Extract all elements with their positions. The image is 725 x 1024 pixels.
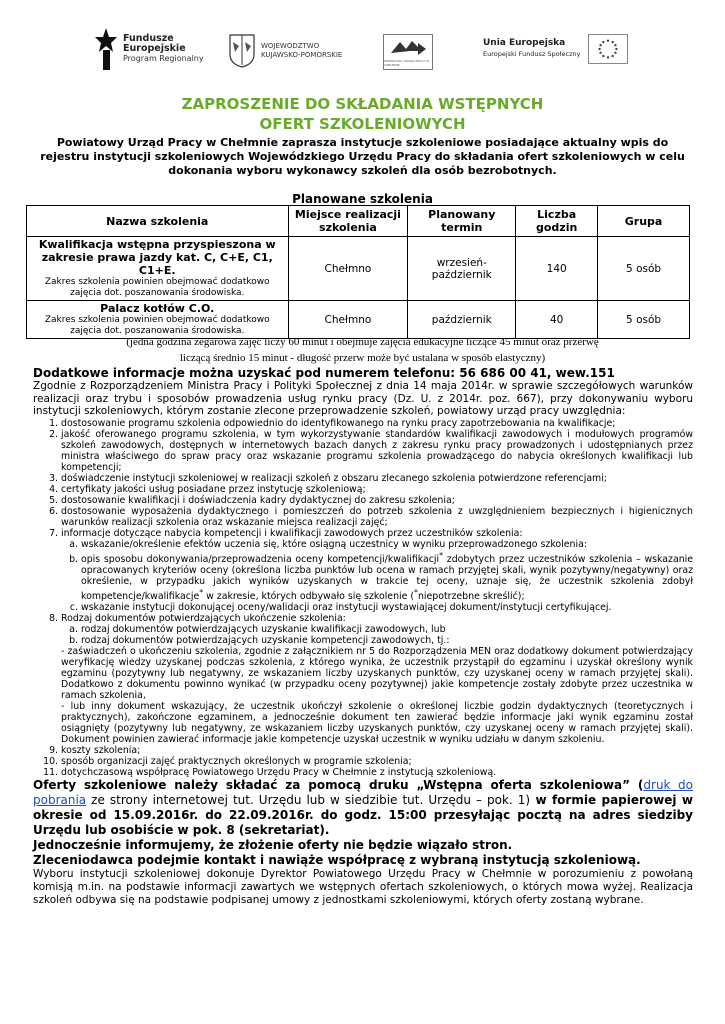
hours-cell: 40 — [516, 301, 598, 339]
fundusze-europejskie-logo — [95, 28, 204, 70]
sub-item: a. rodzaj dokumentów potwierdzających uzyskanie kwalifikacji zawodowych, lub — [81, 624, 693, 635]
footnote-line2: liczącą średnio 15 minut - długość przerw może być ustalana w sposób elastyczny) — [179, 352, 546, 364]
place-cell: Chełmno — [288, 301, 408, 339]
criteria-list — [33, 418, 693, 778]
criteria-item: 10. sposób organizacji zajęć praktycznych określonych w programie szkolenia; — [61, 756, 693, 767]
pup-arrow-icon — [388, 37, 428, 59]
table-header-row — [27, 206, 690, 237]
sub-text: zdobytych przez uczestników szkolenia – wskazanie opracowanych kryteriów oceny (określona liczba punktów lub ocena w ramach przyjętej skali, wynik pozytywny/negatywny) oraz określenie, w przypadku jakich wyników uzyskanych w trakcie tej oceny, uznaje się, że uczestnik szkolenia zdobył kompetencje/kwalifikacje — [81, 553, 694, 603]
fe-stars-icon — [95, 28, 117, 70]
criteria-item: 11. dotychczasową współpracę Powiatowego Urzędu Pracy w Chełmnie z instytucją szkoleniową. — [61, 767, 693, 778]
criteria-7-sublist — [61, 539, 693, 613]
criteria-item: 4. certyfikaty jakości usług posiadane przez instytucję szkoleniową; — [61, 484, 693, 495]
sub-item: a. wskazanie/określenie efektów uczenia się, które osiągną uczestnicy w wyniku przeprowadzonego szkolenia: — [81, 539, 693, 550]
header-group: Grupa — [598, 206, 690, 237]
criteria-item: 2. jakość oferowanego programu szkolenia, w tym wykorzystywanie standardów kwalifikacji zawodowych i modułowych programów szkoleń zawodowych, dostępnych w internetowych bazach danych z zakresu rynku pracy prowadzonych i udostępnianych przez ministra właściwego do spraw pracy oraz wskazanie programu szkolenia prowadzącego do nabycia określonych kwalifikacji lub kompetencji; — [61, 429, 693, 473]
page-title — [0, 94, 725, 134]
criteria-item-8 — [61, 613, 693, 745]
sub-text: w zakresie, których odbywało się szkolenie ( — [203, 591, 415, 603]
term-cell: październik — [408, 301, 516, 339]
title-line2: OFERT SZKOLENIOWYCH — [259, 115, 466, 133]
woj-line2: KUJAWSKO-POMORSKIE — [261, 51, 343, 59]
footnote-line1: (jedna godzina zegarowa zajęć liczy 60 minut i obejmuje zajęcia edukacyjne liczące 45 minut oraz przerwę — [126, 336, 599, 348]
offers-text: w formie papierowej w okresie od 15.09.2016r. do 22.09.2016r. do godz. 15:00 przesyłając pocztą na adres siedziby Urzędu lub osobiście w pok. 8 (sekretariat). — [33, 793, 693, 838]
training-name-cell — [27, 301, 289, 339]
eu-flag-icon — [588, 34, 628, 64]
document-dash-item: - lub inny dokument wskazujący, że uczestnik ukończył szkolenie o określonej liczbie godzin dydaktycznych (teoretycznych i praktycznych), zakończone egzaminem, a jednocześnie dokument ten zawierać będzie informacje jaki wynik egzaminu został osiągnięty (pozytywny lub negatywny, ze wskazaniem liczby uzyskanych punktów, czy uzyskanej oceny w ramach przyjętej skali). Dokument powinien zawierać informacje jakie kompetencje uzyskał uczestnik w wyniku udziału w danym szkoleniu. — [61, 701, 693, 746]
offers-text: Oferty szkoleniowe należy składać za pomocą druku „Wstępna oferta szkoleniowa” ( — [33, 778, 644, 793]
group-cell: 5 osób — [598, 301, 690, 339]
hours-footnote — [30, 334, 695, 366]
table-title: Planowane szkolenia — [292, 192, 433, 206]
criteria-item: 3. doświadczenie instytucji szkoleniowej w realizacji szkoleń z obszaru zlecanego szkolenia potwierdzone referencjami; — [61, 473, 693, 484]
criteria-item-text: informacje dotyczące nabycia kompetencji i kwalifikacji zawodowych przez uczestników szkolenia: — [61, 527, 523, 539]
intro-paragraph: Powiatowy Urząd Pracy w Chełmnie zaprasza instytucje szkoleniowe posiadające aktualny wpis do rejestru instytucji szkoleniowych Wojewódzkiego Urzędu Pracy do składania ofert szkoleniowych w celu dokonania wyboru wykonawcy szkoleń dla osób bezrobotnych. — [40, 136, 685, 177]
pup-logo — [383, 34, 433, 70]
criteria-item-7 — [61, 528, 693, 613]
wojewodztwo-logo — [229, 34, 342, 68]
sub-text: opis sposobu dokonywania/przeprowadzenia oceny kompetencji/kwalifikacji — [81, 553, 440, 565]
training-name: Kwalifikacja wstępna przyspieszona w zakresie prawa jazdy kat. C, C+E, C1, C1+E. — [38, 238, 276, 277]
pup-caption: POWIATOWY URZĄD PRACY W CHEŁMNIE — [384, 59, 430, 67]
header-name: Nazwa szkolenia — [27, 206, 289, 237]
sub-item: b. rodzaj dokumentów potwierdzających uzyskanie kompetencji zawodowych, tj.: — [81, 635, 693, 646]
criteria-item: 5. dostosowanie kwalifikacji i doświadczenia kadry dydaktycznej do zakresu szkolenia; — [61, 495, 693, 506]
unia-europejska-logo — [483, 34, 628, 64]
term-cell: wrzesień-październik — [408, 237, 516, 301]
training-note: Zakres szkolenia powinien obejmować dodatkowo zajęcia dot. poszanowania środowiska. — [44, 277, 270, 298]
ue-line1: Unia Europejska — [483, 38, 566, 48]
ue-line2: Europejski Fundusz Społeczny — [483, 50, 581, 58]
extra-info-phone: Dodatkowe informacje można uzyskać pod numerem telefonu: 56 686 00 41, wew.151 — [33, 366, 615, 380]
sub-item: b. opis sposobu dokonywania/przeprowadzenia oceny kompetencji/kwalifikacji* zdobytych przez uczestników szkolenia – wskazanie opracowanych kryteriów oceny (określona liczba punktów lub ocena w ramach przyjętej skali, wynik pozytywny/negatywny) oraz określenie, w przypadku jakich wyników uzyskanych w trakcie tej oceny, uznaje się, że uczestnik szkolenia zdobył kompetencje/kwalifikacje* w zakresie, których odbywało się szkolenie (*niepotrzebne skreślić); — [81, 550, 693, 602]
notice-line: Jednocześnie informujemy, że złożenie oferty nie będzie wiązało stron. — [33, 838, 513, 853]
hours-cell: 140 — [516, 237, 598, 301]
logo-bar — [0, 28, 725, 76]
table-row — [27, 237, 690, 301]
group-cell: 5 osób — [598, 237, 690, 301]
fe-line2: Europejskie — [123, 43, 186, 54]
criteria-item: 1. dostosowanie programu szkolenia odpowiednio do identyfikowanego na rynku pracy zapotrzebowania na kwalifikacje; — [61, 418, 693, 429]
place-cell: Chełmno — [288, 237, 408, 301]
training-name-cell — [27, 237, 289, 301]
criteria-item-text: Rodzaj dokumentów potwierdzających ukończenie szkolenia: — [61, 613, 346, 625]
closing-paragraph: Wyboru instytucji szkoleniowej dokonuje Dyrektor Powiatowego Urzędu Pracy w Chełmnie w porozumieniu z powołaną komisją m.in. na podstawie informacji zawartych we wstępnych ofertach szkoleniowych, o których mowa wyżej. Realizacja szkoleń odbywa się na podstawie podpisanej umowy z jednostkami szkoleniowymi, których oferty zostaną wybrane. — [33, 868, 693, 907]
sub-text: niepotrzebne skreślić); — [417, 591, 525, 603]
table-row — [27, 301, 690, 339]
fe-line3: Program Regionalny — [123, 54, 204, 63]
main-body — [33, 380, 693, 907]
sub-item: c. wskazanie instytucji dokonującej oceny/walidacji oraz instytucji wystawiającej dokument/instytucji certyfikującej. — [81, 602, 693, 613]
criteria-8-sublist — [61, 624, 693, 646]
criteria-item: 6. dostosowanie wyposażenia dydaktycznego i pomieszczeń do potrzeb szkolenia z uwzględnieniem bezpiecznych i higienicznych warunków realizacji szkolenia oraz wskazanie miejsca realizacji zajęć; — [61, 506, 693, 528]
offers-paragraph — [33, 778, 693, 838]
planned-trainings-table — [26, 205, 690, 339]
coat-of-arms-icon — [229, 34, 255, 68]
fe-line1: Fundusze — [123, 33, 174, 44]
criteria-item: 9. koszty szkolenia; — [61, 745, 693, 756]
regulation-paragraph: Zgodnie z Rozporządzeniem Ministra Pracy i Polityki Społecznej z dnia 14 maja 2014r. w sprawie szczegółowych warunków realizacji oraz trybu i sposobów prowadzenia usług rynku pracy (Dz. U. z 2014r. poz. 667), przy dokonywaniu wyboru instytucji szkoleniowych, którym zostanie zlecone przeprowadzenie szkoleń, powiatowy urząd pracy uwzględnia: — [33, 380, 693, 418]
contact-line: Zleceniodawca podejmie kontakt i nawiąże współpracę z wybraną instytucją szkoleniową. — [33, 853, 641, 868]
document-dash-item: - zaświadczeń o ukończeniu szkolenia, zgodnie z załącznikiem nr 5 do Rozporządzenia MEN oraz dodatkowy dokument potwierdzający weryfikację wiedzy uzyskanej podczas szkolenia, z którego wynika, że uczestnik przystąpił do egzaminu i uzyskał określony wynik egzaminu (pozytywny lub negatywny, ze wskazaniem liczby uzyskanych punktów, czy uzyskanej oceny w ramach przyjętej skali). Dodatkowo z dokumentu powinno wynikać (w przypadku oceny pozytywnej) jakie kompetencje zostały zdobyte przez uczestnika w ramach szkolenia, — [61, 646, 693, 702]
title-line1: ZAPROSZENIE DO SKŁADANIA WSTĘPNYCH — [181, 95, 544, 113]
header-term: Planowany termin — [408, 206, 516, 237]
offers-text: ze strony internetowej tut. Urzędu lub w siedzibie tut. Urzędu – pok. 1) — [86, 793, 531, 808]
form-download-link[interactable]: druk do pobrania — [33, 778, 694, 808]
training-note: Zakres szkolenia powinien obejmować dodatkowo zajęcia dot. poszanowania środowiska. — [44, 315, 270, 336]
header-hours: Liczba godzin — [516, 206, 598, 237]
header-place: Miejsce realizacji szkolenia — [288, 206, 408, 237]
woj-line1: WOJEWÓDZTWO — [261, 42, 320, 50]
training-name: Palacz kotłów C.O. — [100, 302, 215, 315]
